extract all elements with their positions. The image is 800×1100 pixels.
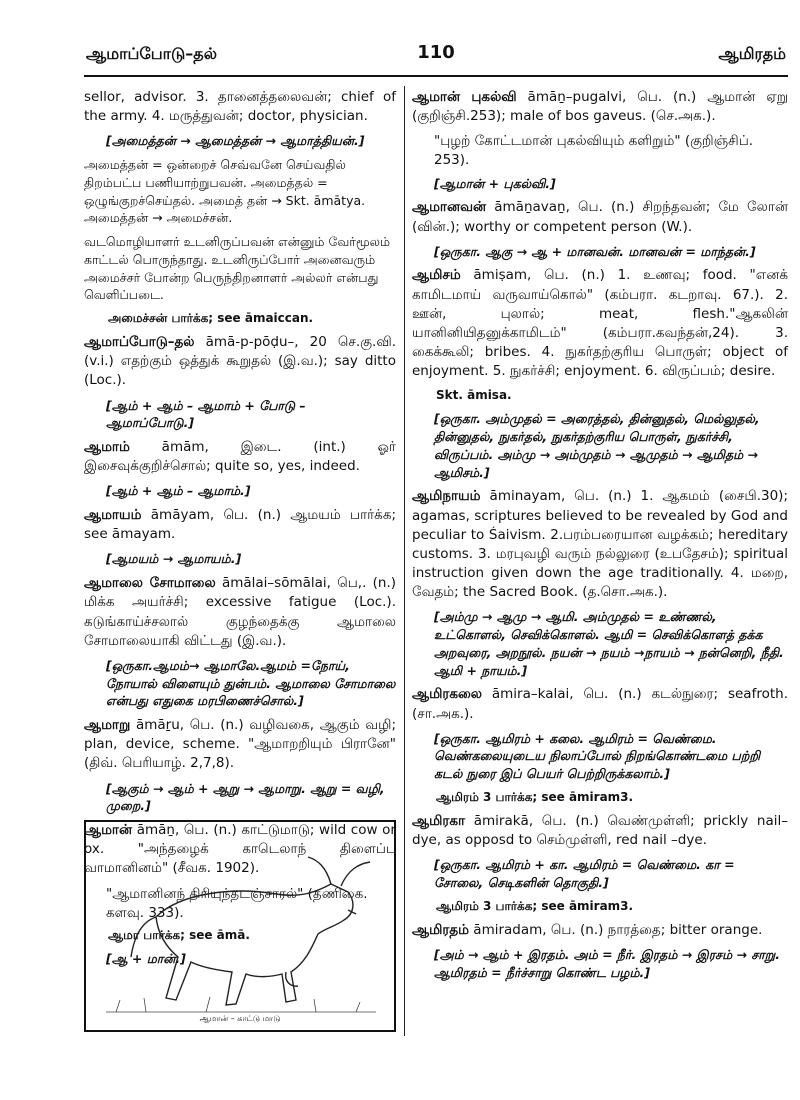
quotation: "புழற் கோட்டமான் புகல்வியும் களிறும்" (குறிஞ்சிப். 253).	[434, 133, 754, 169]
page-header	[86, 40, 786, 72]
image-caption: ஆமான் – காட்டு மாடு	[199, 1014, 281, 1023]
etymology-note: அமைத்தன் = ஒன்றைச் செவ்வனே செய்வதில் திறம்பட்ப பணியாற்றுபவன். அமைத்தல் = ஒழுங்குறச்செய்தல். அமைத் தன் → Skt. āmātya. அமைத்தன் → அமைச்சன்.	[84, 157, 366, 226]
headword: ஆமாயம்	[84, 507, 142, 524]
etymology: [ஆம் + ஆம் – ஆமாம்.]	[106, 483, 251, 499]
definition: āmām, இடை. (int.) ஓர் இசைவுக்குறிச்சொல்; quite so, yes, indeed.	[84, 439, 396, 475]
cross-reference: ஆமிரம் 3 பார்க்க; see āmiram3.	[436, 789, 634, 804]
etymology: [அமைத்தன் → ஆமைத்தன் → ஆமாத்தியன்.]	[106, 133, 365, 149]
etymology: [ஒருகா. ஆகு → ஆ + மானவன். மானவன் = மாந்தன்.]	[434, 243, 756, 259]
etymology: [ஆமான் + புகல்வி.]	[434, 175, 556, 191]
cross-reference: ஆமா பார்க்க; see āmā.	[108, 927, 250, 942]
definition: āmāṟu, பெ. (n.) வழிவகை, ஆகும் வழி; plan, device, scheme. "ஆமாறறியும் பிரானே" (திவ். பெரியாழ். 2,7,8).	[84, 717, 397, 772]
definition: āmiradam, பெ. (n.) நாரத்தை; bitter orange.	[473, 921, 763, 938]
headword: ஆமிரகலை	[412, 686, 482, 703]
headword: ஆமிநாயம்	[412, 488, 481, 505]
sanskrit-source: Skt. āmisa.	[436, 388, 512, 403]
definition: āmirakā, பெ. (n.) வெண்முள்ளி; prickly nail–dye, as opposd to செம்முள்ளி, red nail –dye.	[412, 812, 788, 849]
headword: ஆமாப்போடு–தல்	[84, 334, 195, 351]
etymology-note: வடமொழியாளர் உடனிருப்பவன் என்னும் வேர்மூலம் காட்டல் பொருந்தாது. உடனிருப்போர் அனைவரும் அமைச்சர் போன்ற பெருந்திறனாளர் அல்லர் என்பது வெளிப்படை.	[84, 234, 391, 303]
header-left-guide-word: ஆமாப்போடு–தல்	[86, 44, 217, 63]
headword: ஆமாம்	[84, 439, 130, 456]
header-rule	[84, 75, 788, 77]
definition: āmāṉ–pugalvi, பெ. (n.) ஆமான் ஏறு (குறிஞ்சி.253); male of bos gaveus. (செ.அக.).	[412, 89, 788, 125]
definition: āmira–kalai, பெ. (n.) கடல்நுரை; seafroth. (சா.அக.).	[412, 686, 788, 722]
etymology: [ஆமயம் → ஆமாயம்.]	[106, 551, 242, 567]
definition: āmālai–sōmālai, பெ,. (n.) மிக்க அயர்ச்சி; excessive fatigue (Loc.). கடுங்காய்ச்சலால் குழந்தைக்கு ஆமாலை சோமாலையாகி விட்டது (இ.வ.).	[84, 575, 397, 649]
headword: ஆமான் புகல்வி	[412, 89, 517, 105]
entry-amaru	[84, 716, 396, 773]
entry-continuation: sellor, advisor. 3. தானைத்தலைவன்; chief of the army. 4. மருத்துவன்; doctor, physician.	[84, 89, 396, 125]
headword: ஆமாறு	[84, 717, 131, 734]
headword: ஆமிரதம்	[412, 921, 469, 938]
etymology: [ஒருகா. ஆமிரம் + கலை. ஆமிரம் = வெண்மை. வெண்கலையுடைய நிலாப்போல் நிறங்கொண்டமை பற்றி கடல் நுரை இப் பெயர் பெற்றிருக்கலாம்.]	[434, 730, 761, 782]
wild-ox-illustration	[84, 820, 396, 1032]
entry-amalai-somalai	[84, 574, 396, 651]
etymology: [ஆம் + ஆம் – ஆமாம் + போடு – ஆமாப்போடு.]	[106, 397, 306, 431]
entry-aminayam	[412, 487, 788, 602]
etymology: [ஒருகா.ஆமம்→ ஆமாலே.ஆமம் =நோய், நோயால் விளையும் துன்பம். ஆமாலை சோமாலை என்பது எதுகை மரபிணைச்சொல்.]	[106, 657, 396, 709]
wild-ox-drawing	[86, 822, 394, 1030]
headword: ஆமாலை சோமாலை	[84, 575, 216, 592]
entry-amayam	[84, 506, 396, 544]
header-right-guide-word: ஆமிரதம்	[718, 44, 786, 63]
cross-reference: ஆமிரம் 3 பார்க்க; see āmiram3.	[436, 898, 634, 913]
etymology: [அம்மு → ஆமு → ஆமி. அம்முதல் = உண்ணல், உட்கொளல், செவிக்கொளல். ஆமி = செவிக்கொளத் தக்க அறவுரை, அறநூல். நயன் → நயம் →நாயம் → நன்னெறி, நீதி. ஆமி + நாயம்.]	[434, 609, 784, 678]
definition: āminayam, பெ. (n.) 1. ஆகமம் (சைபி.30); agamas, scriptures believed to be revealed by God and peculiar to Śaivism. 2.பரம்பரையான வழக்கம்; hereditary customs. 3. மரபுவழி வரும் நல்லுரை (உபதேசம்); spiritual instruction given down the age traditionally. 4. மறை, வேதம்; the Sacred Book. (த.சொ.அக.).	[412, 488, 788, 601]
etymology: [ஒருகா. அம்முதல் = அரைத்தல், தின்னுதல், மெல்லுதல், தின்னுதல், நுகர்தல், நுகர்தற்குரிய பொருள், நுகர்ச்சி, விருப்பம். அம்மு → அம்முதம் → ஆமுதம் → ஆமிதம் → ஆமிசம்.]	[434, 411, 760, 480]
definition: āmāṉ, பெ. (n.) காட்டுமாடு; wild cow or ox. "அந்தழைக் காடெலாந் திளைப்ப வாமானினம்" (சீவக. 1902).	[84, 822, 396, 877]
quotation: "ஆமானினந் திரியுந்தடஞ்சாரல்" (தணிகை. களவு. 333).	[106, 885, 368, 921]
etymology: [ஆ + மான்.]	[106, 950, 186, 966]
headword: ஆமிசம்	[412, 267, 461, 284]
cross-reference: அமைச்சன் பார்க்க; see āmaiccan.	[108, 311, 314, 326]
etymology: [ஆகும் → ஆம் + ஆறு → ஆமாறு. ஆறு = வழி, முறை.]	[106, 780, 385, 814]
headword: ஆமான்	[84, 822, 133, 839]
definition: āmā-p-pōḍu–, 20 செ.கு.வி. (v.i.) எதற்கும் ஒத்துக் கூறுதல் (இ.வ.); say ditto (Loc.).	[84, 334, 396, 389]
entry-amanavan	[412, 198, 788, 236]
right-column	[412, 88, 788, 987]
entry-amappodu	[84, 333, 396, 390]
entry-amiradam	[412, 921, 788, 940]
entry-amisam	[412, 266, 788, 381]
headword: ஆமானவன்	[412, 199, 487, 216]
entry-aman-pugalvi	[412, 88, 788, 126]
definition: āmāyam, பெ. (n.) ஆமயம் பார்க்க; see āmayam.	[84, 507, 397, 543]
entry-amam	[84, 438, 396, 476]
entry-amira-kalai	[412, 685, 788, 723]
etymology: [ஒருகா. ஆமிரம் + கா. ஆமிரம் = வெண்மை. கா = சோலை, செடிகளின் தொகுதி.]	[434, 857, 735, 890]
page-number: 110	[417, 42, 455, 63]
definition: āmiṣam, பெ. (n.) 1. உணவு; food. "எனக் காமிடமாய் வருவாய்கொல்" (கம்பரா. கடறாவு. 67.). 2. ஊன், புலால்; meat, flesh."ஆகலின் யானினியிதனுக்காமிடம்" (கம்பரா.கவந்தன்,24). 3. கைக்கூலி; bribes. 4. நுகர்தற்குரிய பொருள்; object of enjoyment. 5. நுகர்ச்சி; enjoyment. 6. விருப்பம்; desire.	[412, 267, 788, 380]
headword: ஆமிரகா	[412, 812, 466, 829]
entry-amiraka	[412, 812, 788, 850]
etymology: [அம் → ஆம் + இரதம். அம் = நீர். இரதம் → இரசம் → சாறு. ஆமிரதம் = நீர்ச்சாறு கொண்ட பழம்.]	[434, 946, 780, 980]
column-divider	[404, 86, 405, 1036]
definition: āmāṉavaṉ, பெ. (n.) சிறந்தவன்; மே லோன் (வின்.); worthy or competent person (W.).	[412, 199, 788, 235]
